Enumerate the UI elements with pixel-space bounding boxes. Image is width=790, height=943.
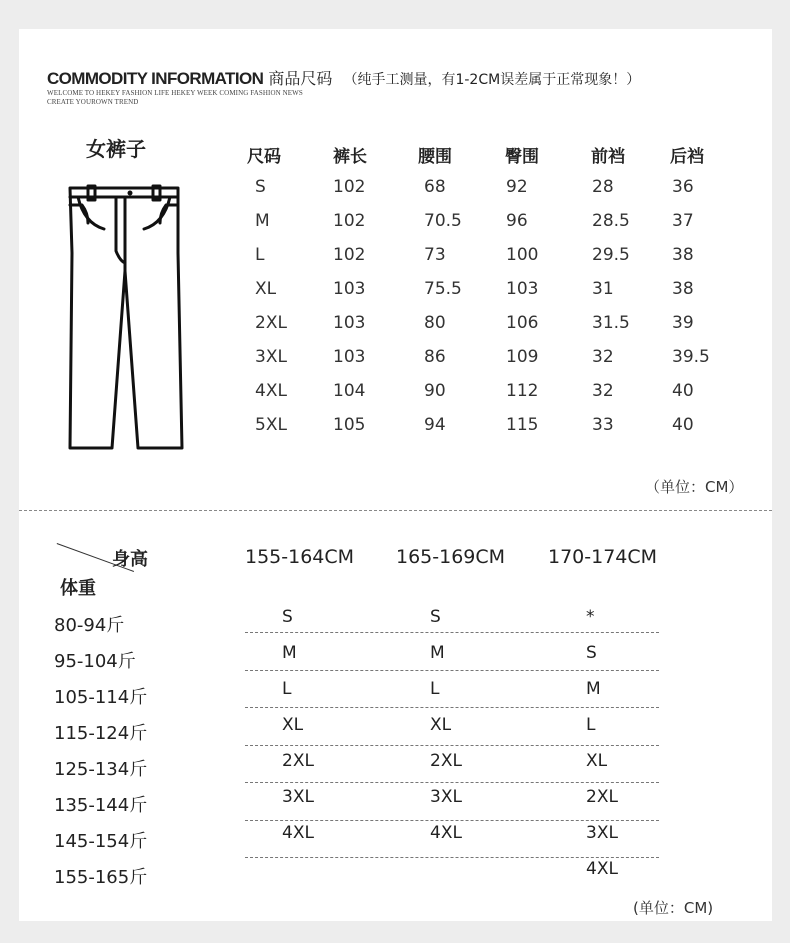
- size-table-cell: 103: [333, 347, 366, 367]
- recommended-size-cell: L: [282, 679, 292, 699]
- size-table-cell: 109: [506, 347, 539, 367]
- size-table-cell: 40: [672, 415, 694, 435]
- unit-note-1: （单位：CM）: [645, 478, 744, 496]
- weight-row-label: 155-165斤: [54, 867, 148, 888]
- col-header-waist: 腰围: [418, 147, 452, 167]
- recommended-size-cell: S: [282, 607, 293, 627]
- size-table-cell: 104: [333, 381, 366, 401]
- product-title: 女裤子: [86, 137, 146, 161]
- size-table-cell: 75.5: [424, 279, 462, 299]
- size-table-cell: 32: [592, 381, 614, 401]
- size-table-cell: 80: [424, 313, 446, 333]
- weight-row-label: 80-94斤: [54, 615, 125, 636]
- recommended-size-cell: L: [586, 715, 596, 735]
- recommended-size-cell: 3XL: [586, 823, 618, 843]
- size-table-cell: 3XL: [255, 347, 287, 367]
- weight-row-label: 145-154斤: [54, 831, 148, 852]
- row-divider: [245, 632, 659, 633]
- recommended-size-cell: 4XL: [282, 823, 314, 843]
- size-table-cell: 115: [506, 415, 539, 435]
- weight-row-label: 115-124斤: [54, 723, 148, 744]
- size-table-cell: 39.5: [672, 347, 710, 367]
- size-table-cell: 5XL: [255, 415, 287, 435]
- size-table-cell: S: [255, 177, 266, 197]
- recommended-size-cell: 2XL: [430, 751, 462, 771]
- row-divider: [245, 782, 659, 783]
- header-title-en: COMMODITY INFORMATION: [47, 69, 264, 88]
- recommended-size-cell: 3XL: [430, 787, 462, 807]
- weight-row-label: 95-104斤: [54, 651, 136, 672]
- col-header-back-rise: 后裆: [670, 147, 704, 167]
- size-table-cell: 36: [672, 177, 694, 197]
- height-col-1: 155-164CM: [245, 546, 355, 568]
- recommended-size-cell: 2XL: [282, 751, 314, 771]
- size-table-cell: 102: [333, 245, 366, 265]
- size-table-cell: 39: [672, 313, 694, 333]
- recommended-size-cell: *: [586, 607, 595, 627]
- header-title-cn: 商品尺码: [268, 69, 333, 88]
- size-table-cell: 2XL: [255, 313, 287, 333]
- size-table-cell: 92: [506, 177, 528, 197]
- size-table-cell: L: [255, 245, 265, 265]
- recommended-size-cell: 4XL: [586, 859, 618, 879]
- size-table-cell: 37: [672, 211, 694, 231]
- unit-note-2: (单位：CM): [633, 899, 714, 917]
- size-table-cell: 90: [424, 381, 446, 401]
- size-table-cell: 29.5: [592, 245, 630, 265]
- size-table-cell: 86: [424, 347, 446, 367]
- size-table-cell: 103: [506, 279, 539, 299]
- recommended-size-cell: 3XL: [282, 787, 314, 807]
- size-table-cell: 28: [592, 177, 614, 197]
- size-table-cell: 31.5: [592, 313, 630, 333]
- recommended-size-cell: M: [430, 643, 445, 663]
- recommended-size-cell: XL: [586, 751, 608, 771]
- size-table-cell: 28.5: [592, 211, 630, 231]
- recommended-size-cell: XL: [282, 715, 304, 735]
- size-table-cell: M: [255, 211, 270, 231]
- pants-icon: [64, 183, 184, 451]
- row-divider: [245, 745, 659, 746]
- size-table-cell: 103: [333, 279, 366, 299]
- size-table-cell: 4XL: [255, 381, 287, 401]
- size-table-cell: 96: [506, 211, 528, 231]
- recommended-size-cell: M: [282, 643, 297, 663]
- size-table-cell: 73: [424, 245, 446, 265]
- height-col-3: 170-174CM: [548, 546, 658, 568]
- size-table-cell: 32: [592, 347, 614, 367]
- height-label: 身高: [112, 549, 148, 570]
- recommended-size-cell: 4XL: [430, 823, 462, 843]
- size-table-cell: 102: [333, 177, 366, 197]
- col-header-length: 裤长: [333, 147, 367, 167]
- size-table-cell: 38: [672, 279, 694, 299]
- header-subtitle-2: CREATE YOUROWN TREND: [47, 98, 139, 106]
- size-table-cell: 33: [592, 415, 614, 435]
- size-table-cell: 102: [333, 211, 366, 231]
- size-table-cell: 68: [424, 177, 446, 197]
- header-note: （纯手工测量，有1-2CM误差属于正常现象！）: [343, 72, 641, 88]
- size-table-cell: 38: [672, 245, 694, 265]
- size-table-cell: 94: [424, 415, 446, 435]
- recommended-size-cell: S: [430, 607, 441, 627]
- size-chart-card: [19, 29, 772, 921]
- header-subtitle-1: WELCOME TO HEKEY FASHION LIFE HEKEY WEEK COMING FASHION NEWS: [47, 89, 303, 97]
- size-table-cell: 103: [333, 313, 366, 333]
- size-table-cell: 106: [506, 313, 539, 333]
- row-divider: [245, 707, 659, 708]
- col-header-size: 尺码: [247, 147, 281, 167]
- weight-row-label: 135-144斤: [54, 795, 148, 816]
- row-divider: [245, 857, 659, 858]
- col-header-hip: 臀围: [505, 147, 539, 167]
- recommended-size-cell: M: [586, 679, 601, 699]
- size-table-cell: 40: [672, 381, 694, 401]
- row-divider: [245, 820, 659, 821]
- recommended-size-cell: XL: [430, 715, 452, 735]
- recommended-size-cell: S: [586, 643, 597, 663]
- weight-row-label: 105-114斤: [54, 687, 148, 708]
- size-table-cell: 105: [333, 415, 366, 435]
- size-table-cell: 100: [506, 245, 539, 265]
- header: [47, 66, 640, 89]
- weight-label: 体重: [60, 578, 96, 599]
- height-col-2: 165-169CM: [396, 546, 506, 568]
- row-divider: [245, 670, 659, 671]
- section-divider: [19, 510, 772, 511]
- weight-row-label: 125-134斤: [54, 759, 148, 780]
- size-table-cell: 31: [592, 279, 614, 299]
- size-table-cell: 70.5: [424, 211, 462, 231]
- col-header-front-rise: 前裆: [591, 147, 625, 167]
- size-table-cell: 112: [506, 381, 539, 401]
- recommended-size-cell: L: [430, 679, 440, 699]
- recommended-size-cell: 2XL: [586, 787, 618, 807]
- size-table-cell: XL: [255, 279, 277, 299]
